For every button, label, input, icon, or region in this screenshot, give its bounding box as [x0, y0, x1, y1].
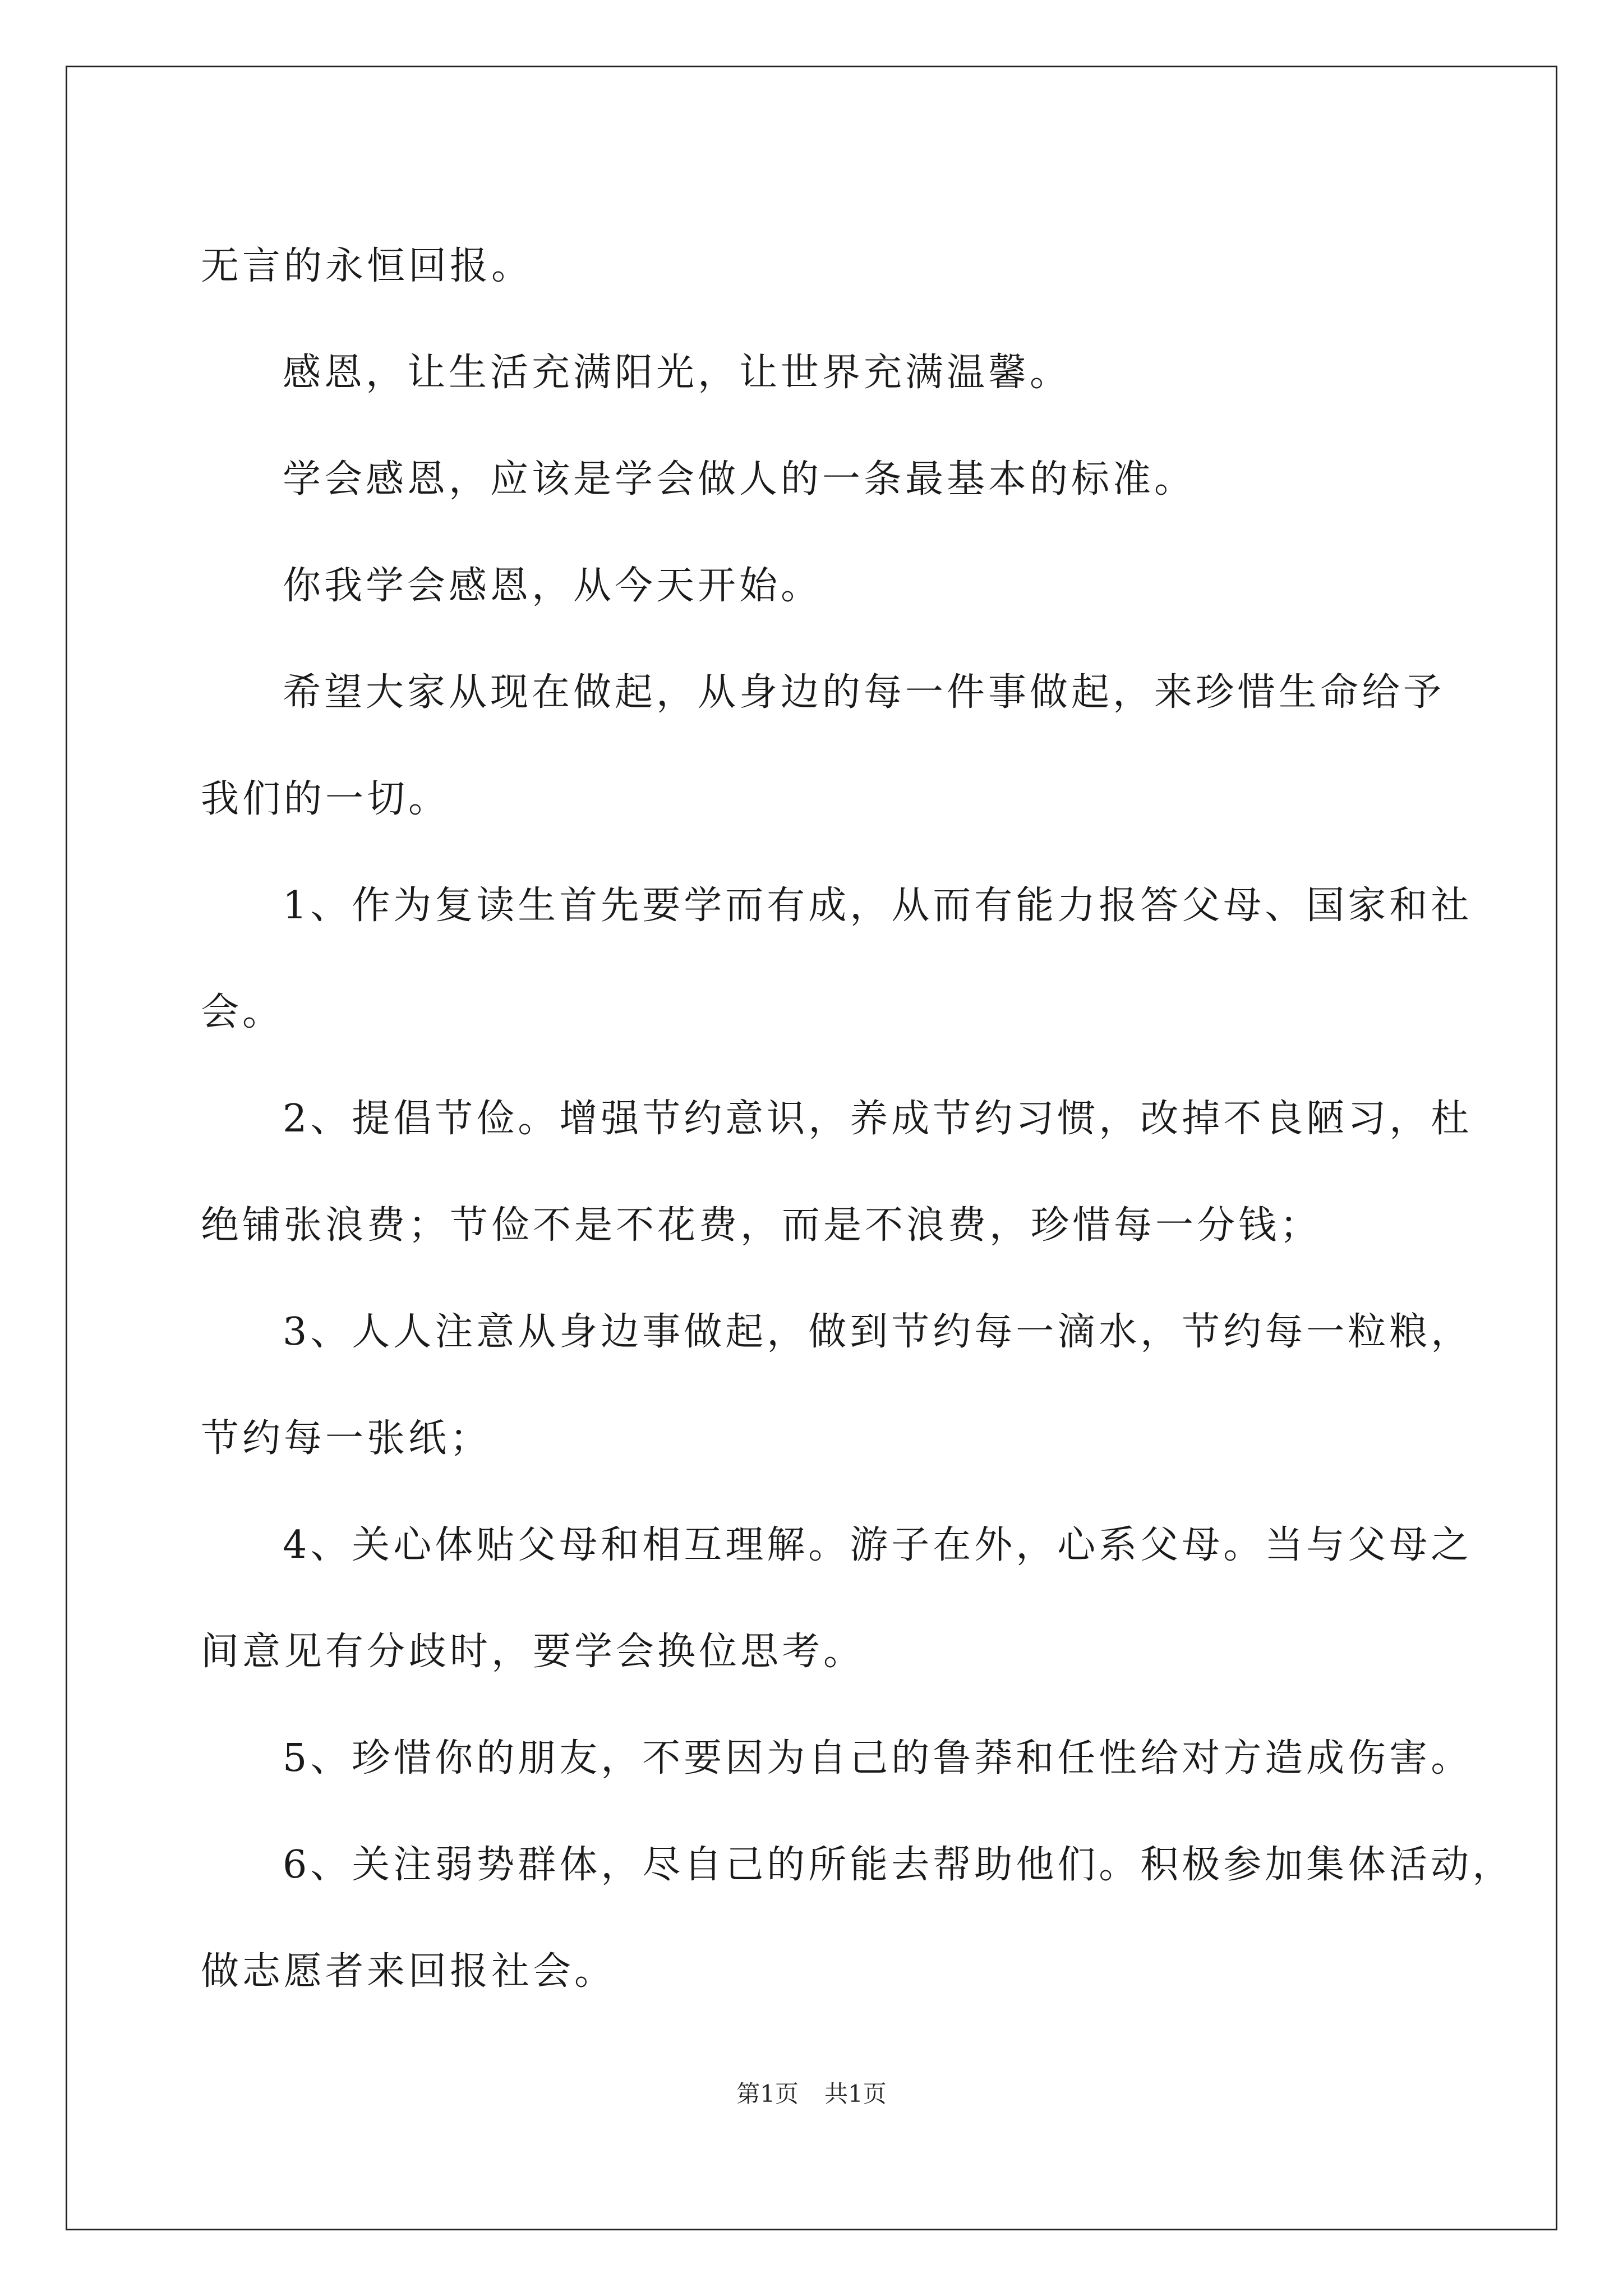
body-line: 希望大家从现在做起，从身边的每一件事做起，来珍惜生命给予: [283, 670, 1445, 715]
body-line: 我们的一切。: [201, 777, 450, 821]
body-line: 2、提倡节俭。增强节约意识，养成节约习惯，改掉不良陋习，杜: [283, 1097, 1473, 1141]
body-line: 会。: [201, 990, 284, 1034]
body-line: 4、关心体贴父母和相互理解。游子在外，心系父母。当与父母之: [283, 1523, 1473, 1567]
page-total: 共1页: [824, 2080, 887, 2108]
page-footer: [0, 2077, 1623, 2111]
body-line: 无言的永恒回报。: [201, 244, 533, 288]
document-body: [201, 213, 1514, 2025]
body-line: 1、作为复读生首先要学而有成，从而有能力报答父母、国家和社: [283, 884, 1473, 928]
body-line: 感恩，让生活充满阳光，让世界充满温馨。: [283, 351, 1072, 395]
body-line: 间意见有分歧时，要学会换位思考。: [201, 1630, 865, 1674]
body-line: 5、珍惜你的朋友，不要因为自己的鲁莽和任性给对方造成伤害。: [283, 1736, 1473, 1780]
page-number: 第1页: [736, 2080, 799, 2108]
body-line: 节约每一张纸；: [201, 1416, 492, 1461]
body-line: 绝铺张浪费；节俭不是不花费，而是不浪费，珍惜每一分钱；: [201, 1203, 1322, 1248]
body-line: 学会感恩，应该是学会做人的一条最基本的标准。: [283, 457, 1196, 501]
body-line: 6、关注弱势群体，尽自己的所能去帮助他们。积极参加集体活动，: [283, 1843, 1514, 1887]
body-line: 做志愿者来回报社会。: [201, 1949, 616, 1994]
body-line: 你我学会感恩，从今天开始。: [283, 564, 823, 608]
body-line: 3、人人注意从身边事做起，做到节约每一滴水，节约每一粒粮，: [283, 1310, 1473, 1354]
